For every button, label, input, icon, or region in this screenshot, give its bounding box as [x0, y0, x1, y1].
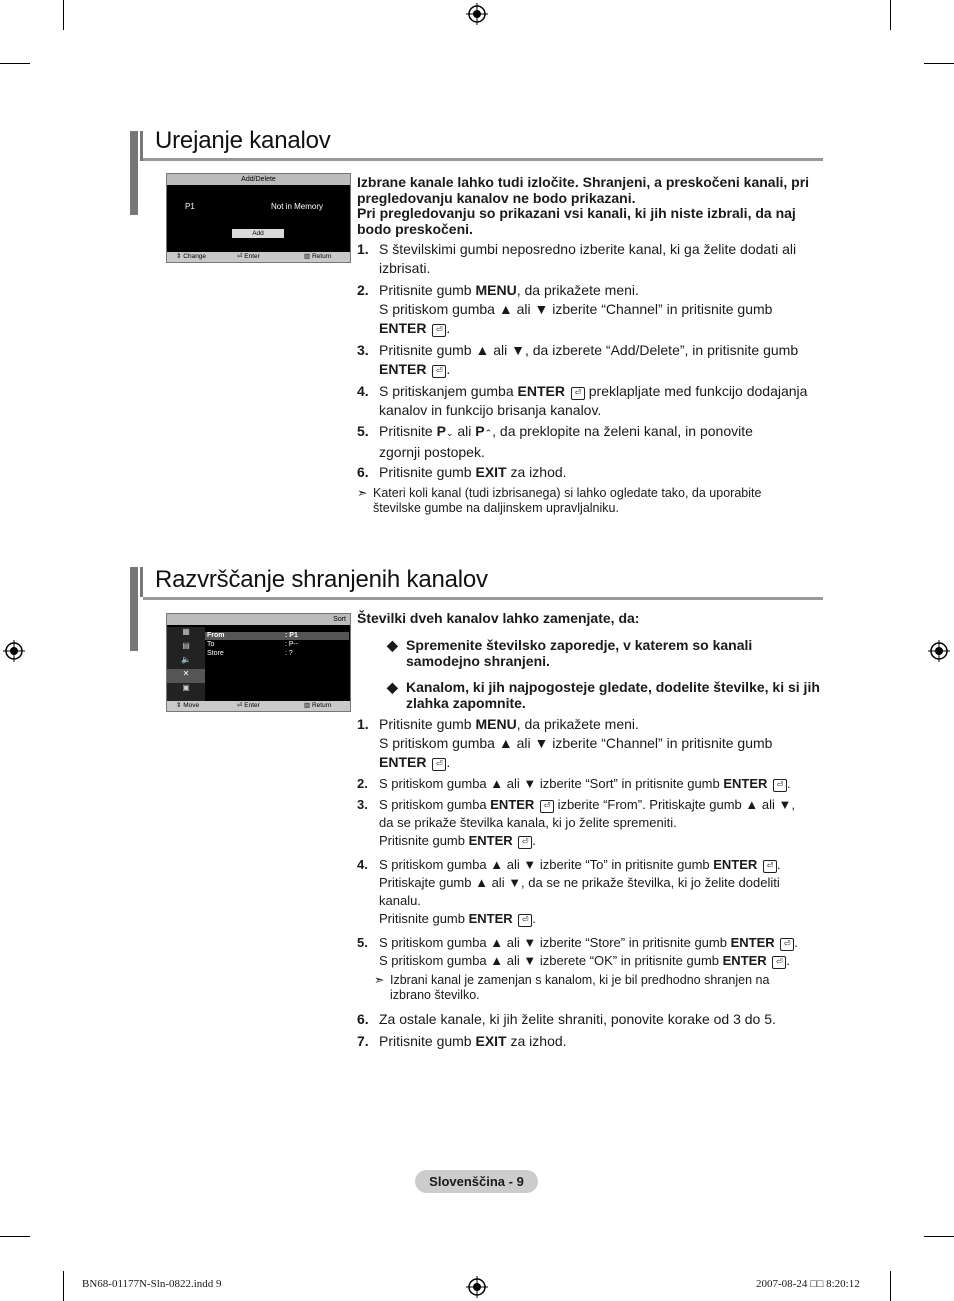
osd-foot-return: ▥ Return: [304, 702, 332, 709]
diamond-icon: ◆: [387, 679, 398, 695]
osd-foot-enter: ⏎ Enter: [237, 253, 260, 260]
arrow-icon: ➣: [357, 486, 368, 500]
osd-row-label: From: [207, 632, 225, 639]
section-rule: [143, 597, 823, 600]
enter-icon: ⏎: [763, 860, 777, 873]
osd-status: Not in Memory: [271, 202, 324, 211]
enter-icon: ⏎: [772, 956, 786, 969]
picture-icon: ▦: [182, 627, 190, 636]
note: [374, 973, 823, 1003]
chevron-up-icon: ⌃: [484, 428, 493, 438]
note: [357, 486, 823, 516]
crop-mark: [0, 63, 30, 64]
file-imprint: BN68-01177N-Sln-0822.indd 9: [82, 1278, 222, 1290]
osd-row-label: To: [207, 641, 215, 648]
osd-foot-enter: ⏎ Enter: [237, 702, 260, 709]
osd-header: Sort: [167, 614, 350, 625]
registration-mark-icon: [466, 1276, 488, 1298]
section-bar: [140, 131, 143, 161]
osd-foot-change: ⇕ Change: [176, 253, 207, 260]
osd-foot-move: ⇕ Move: [176, 702, 200, 709]
page-number-badge: Slovenščina - 9: [415, 1170, 538, 1193]
channel-list-icon: ▤: [182, 641, 190, 650]
crop-mark: [63, 1271, 64, 1301]
osd-menu-icons: [167, 627, 205, 701]
enter-icon: ⏎: [571, 387, 585, 400]
setup-icon: ▣: [182, 683, 190, 692]
crop-mark: [924, 63, 954, 64]
crop-mark: [890, 1271, 891, 1301]
section-bar: [130, 131, 138, 215]
section-title: Urejanje kanalov: [155, 127, 331, 154]
osd-sort: [166, 613, 351, 712]
intro-paragraph: Številki dveh kanalov lahko zamenjate, da:: [357, 610, 640, 626]
date-imprint: 2007-08-24 □□ 8:20:12: [756, 1278, 860, 1290]
sound-icon: 🔈: [181, 655, 191, 664]
osd-row-label: Store: [207, 650, 224, 657]
crop-mark: [924, 1236, 954, 1237]
registration-mark-icon: [466, 3, 488, 25]
intro-paragraph: Izbrane kanale lahko tudi izločite. Shranjeni, a preskočeni kanali, pri pregledovanju kanalov ne bodo prikazani.: [357, 174, 810, 206]
enter-icon: ⏎: [518, 836, 532, 849]
section-bar: [140, 567, 143, 597]
crop-mark: [63, 0, 64, 30]
registration-mark-icon: [928, 640, 950, 662]
arrow-icon: ➣: [374, 973, 385, 987]
osd-channel: P1: [185, 202, 195, 211]
enter-icon: ⏎: [780, 938, 794, 951]
osd-header: Add/Delete: [167, 174, 350, 185]
osd-foot-return: ▥ Return: [304, 253, 332, 260]
intro-paragraph: Pri pregledovanju so prikazani vsi kanali, ki jih niste izbrali, da naj bodo preskočeni.: [357, 205, 796, 237]
osd-add-delete: [166, 173, 351, 263]
crop-mark: [890, 0, 891, 30]
antenna-icon: ✕: [167, 669, 205, 683]
note-text: Kateri koli kanal (tudi izbrisanega) si lahko ogledate tako, da uporabite številske gumbe na daljinskem upravljalniku.: [373, 486, 762, 515]
enter-icon: ⏎: [773, 779, 787, 792]
section-bar: [130, 567, 138, 651]
enter-icon: ⏎: [432, 324, 446, 337]
enter-icon: ⏎: [518, 914, 532, 927]
osd-row-value: : ?: [285, 650, 293, 657]
section-title: Razvrščanje shranjenih kanalov: [155, 566, 488, 593]
crop-mark: [0, 1236, 30, 1237]
diamond-icon: ◆: [387, 637, 398, 653]
osd-row-value: : P1: [285, 632, 298, 639]
enter-icon: ⏎: [432, 758, 446, 771]
enter-icon: ⏎: [432, 365, 446, 378]
enter-icon: ⏎: [540, 800, 554, 813]
osd-add-button: Add: [232, 229, 284, 238]
chevron-down-icon: ⌄: [445, 428, 454, 438]
registration-mark-icon: [3, 640, 25, 662]
section-rule: [143, 158, 823, 161]
note-text: Izbrani kanal je zamenjan s kanalom, ki je bil predhodno shranjen na izbrano številko.: [390, 973, 770, 1002]
osd-highlight: [205, 632, 349, 640]
osd-row-value: : P--: [285, 641, 299, 648]
